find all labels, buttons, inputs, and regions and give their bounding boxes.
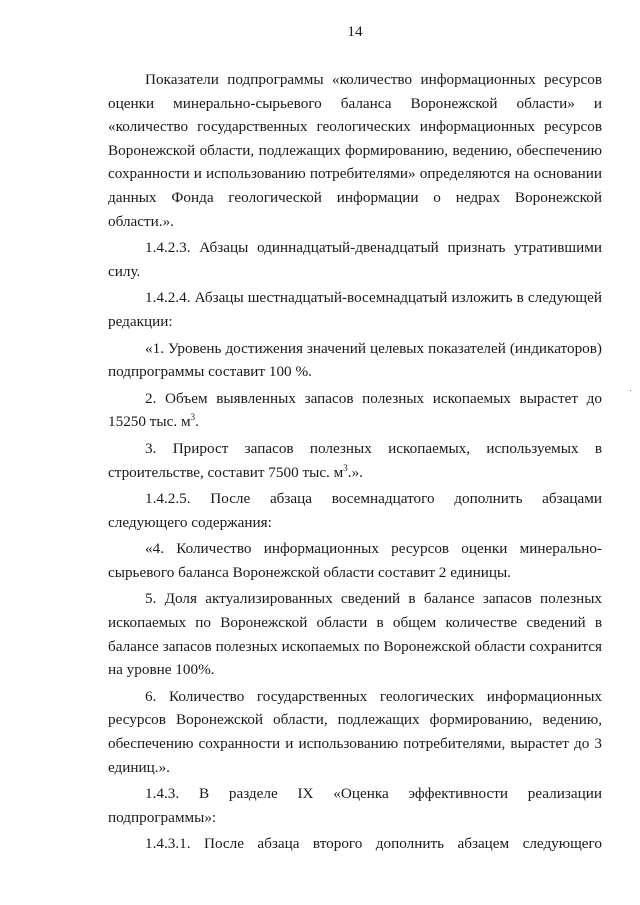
paragraph-1-4-2-5: 1.4.2.5. После абзаца восемнадцатого дополнить абзацами следующего содержания: — [108, 490, 602, 531]
page-number: 14 — [347, 23, 363, 40]
paragraph-item-5: 5. Доля актуализированных сведений в балансе запасов полезных ископаемых по Воронежской области в общем количестве сведений в балансе запасов полезных ископаемых по Воронежской области сохранится на уровне 100%. — [108, 590, 602, 679]
paragraph-item-3 — [108, 437, 602, 484]
paragraph-item-4: «4. Количество информационных ресурсов оценки минерально-сырьевого баланса Воронежской области составит 2 единицы. — [108, 540, 602, 581]
paragraph-1-4-3-1: 1.4.3.1. После абзаца второго дополнить абзацем следующего — [145, 835, 602, 853]
paragraph-item-3-end: .». — [347, 463, 363, 481]
paragraph-1-4-2-4: 1.4.2.4. Абзацы шестнадцатый-восемнадцатый изложить в следующей редакции: — [108, 289, 602, 330]
paragraph-indicators-note: Показатели подпрограммы «количество информационных ресурсов оценки минерально-сырьевого баланса Воронежской области» и «количество государственных геологических информационных ресурсов Воронежской области, подлежащих формированию, ведению, обеспечению сохранности и использованию потребителями» определяются на основании данных Фонда геологической информации о недрах Воронежской области.». — [108, 71, 602, 230]
paragraph-item-2-end: . — [195, 413, 199, 431]
paragraph-item-6: 6. Количество государственных геологических информационных ресурсов Воронежской области, подлежащих формированию, ведению, обеспечению сохранности и использованию потребителями, вырастет до 3 единиц.». — [108, 687, 602, 776]
paragraph-item-2 — [108, 387, 602, 434]
paragraph-1-4-2-3: 1.4.2.3. Абзацы одиннадцатый-двенадцатый признать утратившими силу. — [108, 239, 602, 280]
paragraph-item-2-text: 2. Объем выявленных запасов полезных ископаемых вырастет до 15250 тыс. м — [108, 389, 602, 431]
superscript-cube: 3 — [343, 462, 348, 473]
paragraph-1-4-3: 1.4.3. В разделе IX «Оценка эффективности реализации подпрограммы»: — [108, 785, 602, 826]
scan-speck — [630, 390, 631, 391]
paragraph-item-3-text: 3. Прирост запасов полезных ископаемых, используемых в строительстве, составит 7500 тыс. м — [108, 439, 602, 481]
superscript-cube: 3 — [190, 412, 196, 423]
paragraph-item-1: «1. Уровень достижения значений целевых показателей (индикаторов) подпрограммы составит 100 %. — [108, 339, 602, 381]
